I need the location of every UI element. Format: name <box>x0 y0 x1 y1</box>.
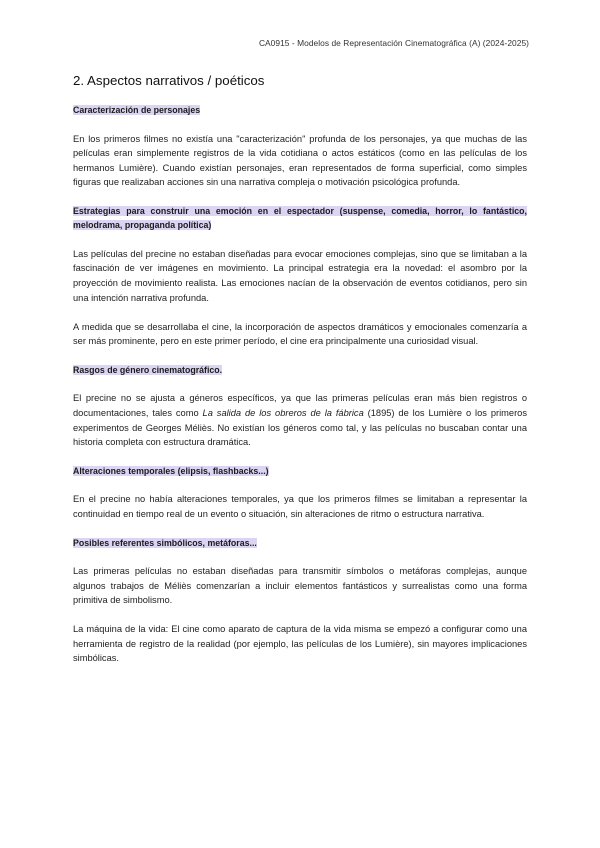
paragraph-text: (1895) de los Lumière o los primeros experimentos de Georges Méliès. No existían los géneros como tal, y las películas no buscaban contar una historia completa con estructura dramática. <box>73 408 527 448</box>
subsection-heading-genre: Rasgos de género cinematográfico. <box>73 364 223 375</box>
paragraph: La máquina de la vida: El cine como aparato de captura de la vida misma se empezó a configurar como una herramienta de registro de la realidad (por ejemplo, las películas de los Lumière), sin mayores implicaciones simbólicas. <box>73 624 527 664</box>
paragraph: A medida que se desarrollaba el cine, la incorporación de aspectos dramáticos y emocionales comenzaría a ser más prominente, pero en este primer período, el cine era principalmente una curiosidad visual. <box>73 321 527 347</box>
paragraph: Las películas del precine no estaban diseñadas para evocar emociones complejas, sino que se limitaban a la fascinación de ver imágenes en movimiento. La principal estrategia era la novedad: el asombro por la proyección de movimiento realista. Las emociones nacían de la observación de eventos cotidianos, pero sin una intención narrativa profunda. <box>73 248 527 303</box>
paragraph <box>73 391 527 449</box>
subsection-heading-emotion-strategies: Estrategias para construir una emoción en el espectador (suspense, comedia, horror, lo fantástico, melodrama, propaganda política) <box>73 205 527 231</box>
subsection-heading-symbolic: Posibles referentes simbólicos, metáforas... <box>73 537 257 548</box>
page-content <box>73 72 527 666</box>
subsection-heading-temporal: Alteraciones temporales (elipsis, flashbacks...) <box>73 465 269 476</box>
paragraph: En el precine no había alteraciones temporales, ya que los primeros filmes se limitaban a representar la continuidad en tiempo real de un evento o situación, sin alteraciones de ritmo o estructura narrativa. <box>73 494 527 519</box>
paragraph: Las primeras películas no estaban diseñadas para transmitir símbolos o metáforas complejas, aunque algunos trabajos de Méliès comenzarían a incluir elementos fantásticos y surrealistas como una forma primitiva de simbolismo. <box>73 566 527 606</box>
film-title: La salida de los obreros de la fábrica <box>202 408 364 419</box>
section-title: 2. Aspectos narrativos / poéticos <box>73 73 265 88</box>
paragraph-text: El precine no se ajusta a géneros específicos, ya que las primeras películas eran más bien registros o documentaciones, tales como <box>73 393 527 419</box>
subsection-heading-characterization: Caracterización de personajes <box>73 105 201 115</box>
paragraph: En los primeros filmes no existía una "caracterización" profunda de los personajes, ya que muchas de las películas eran simplemente registros de la vida cotidiana o actos estáticos (como en las películas de los hermanos Lumière). Cuando existían personajes, eran representados de forma superficial, como simples figuras que realizaban acciones sin una narrativa compleja o motivación psicológica profunda. <box>73 133 527 188</box>
running-header: CA0915 - Modelos de Representación Cinematográfica (A) (2024-2025) <box>258 38 529 48</box>
